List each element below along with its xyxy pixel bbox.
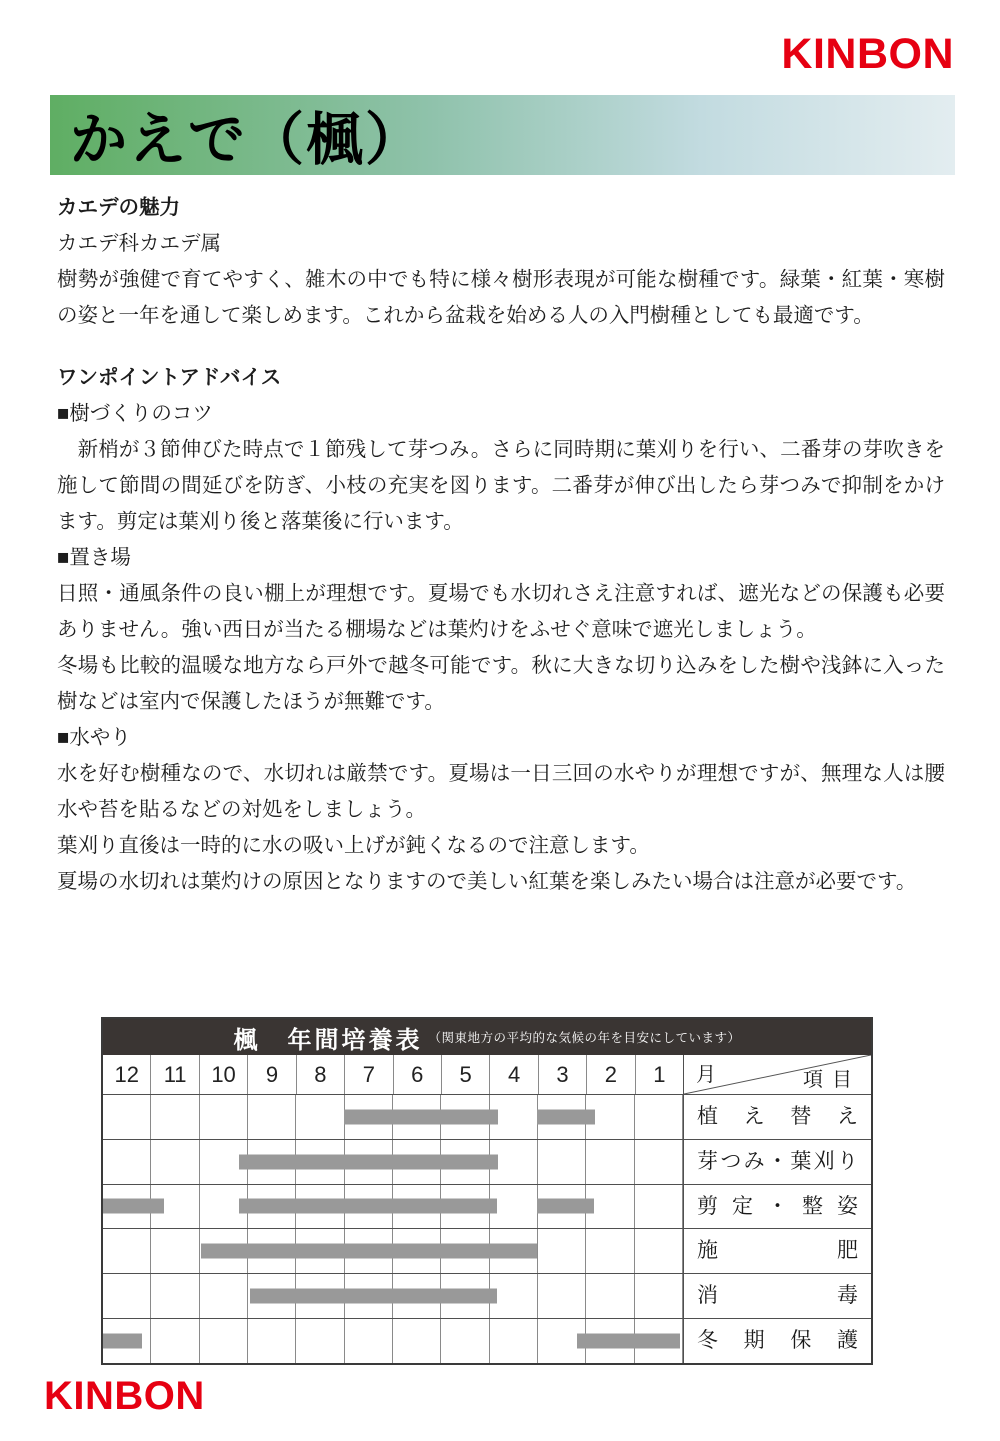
- body-content: [57, 190, 945, 900]
- corner-item-label: 項目: [803, 1069, 861, 1091]
- intro-subheading: カエデ科カエデ属: [57, 232, 221, 255]
- row-label: 施肥: [697, 1239, 858, 1263]
- advice-paragraph: 新梢が３節伸びた時点で１節残して芽つみ。さらに同時期に葉刈りを行い、二番芽の芽吹きを施して節間の間延びを防ぎ、小枝の充実を図ります。二番芽が伸び出したら芽つみで抑制をかけます。剪定は葉刈り後と落葉後に行います。: [57, 438, 945, 533]
- kinbon-logo-bottom: KINBON: [44, 1374, 205, 1418]
- month-cell: 8: [297, 1055, 345, 1094]
- grid-cell: [200, 1274, 248, 1318]
- grid-cell: [151, 1274, 199, 1318]
- advice-items: [57, 396, 945, 900]
- intro-heading: カエデの魅力: [57, 196, 180, 219]
- advice-subheading: ■水やり: [57, 726, 131, 749]
- calendar-row: [103, 1185, 871, 1230]
- row-month-grid: [103, 1319, 684, 1363]
- grid-cell: [151, 1095, 199, 1139]
- period-bar: [239, 1199, 497, 1214]
- title-banner: [50, 95, 955, 175]
- grid-cell: [635, 1229, 683, 1273]
- calendar-header-bar: [103, 1019, 871, 1055]
- period-bar: [577, 1333, 680, 1348]
- row-label: 芽つみ・葉刈り: [697, 1149, 858, 1173]
- advice-heading: ワンポイントアドバイス: [57, 366, 282, 389]
- period-bar: [103, 1333, 142, 1348]
- row-month-grid: [103, 1274, 684, 1318]
- period-bar: [239, 1154, 498, 1169]
- cultivation-calendar-table: [101, 1017, 873, 1365]
- grid-cell: [635, 1095, 683, 1139]
- grid-cell: [200, 1319, 248, 1363]
- grid-cell: [635, 1274, 683, 1318]
- kinbon-logo-top: KINBON: [781, 30, 954, 78]
- month-cell: 11: [151, 1055, 199, 1094]
- grid-cell: [538, 1140, 586, 1184]
- grid-cell: [296, 1319, 344, 1363]
- grid-cell: [200, 1095, 248, 1139]
- grid-cell: [490, 1319, 538, 1363]
- calendar-month-row: [103, 1055, 871, 1095]
- grid-cell: [586, 1274, 634, 1318]
- grid-cell: [103, 1095, 151, 1139]
- month-cell: 9: [248, 1055, 296, 1094]
- calendar-row: [103, 1319, 871, 1363]
- grid-cell: [393, 1319, 441, 1363]
- grid-cell: [586, 1140, 634, 1184]
- grid-cell: [538, 1229, 586, 1273]
- corner-month-label: 月: [696, 1064, 716, 1086]
- grid-cell: [103, 1140, 151, 1184]
- grid-cell: [635, 1140, 683, 1184]
- advice-subheading: ■置き場: [57, 546, 131, 569]
- grid-cell: [248, 1319, 296, 1363]
- page-title: かえで（楓）: [70, 109, 424, 172]
- month-cell: 10: [200, 1055, 248, 1094]
- grid-cell: [151, 1319, 199, 1363]
- calendar-row: [103, 1274, 871, 1319]
- grid-cell: [103, 1274, 151, 1318]
- period-bar: [537, 1199, 594, 1214]
- grid-cell: [296, 1095, 344, 1139]
- row-month-grid: [103, 1185, 684, 1229]
- grid-cell: [103, 1229, 151, 1273]
- intro-paragraph: 樹勢が強健で育てやすく、雑木の中でも特に様々樹形表現が可能な樹種です。緑葉・紅葉・寒樹の姿と一年を通して楽しめます。これから盆栽を始める人の入門樹種としても最適です。: [57, 268, 945, 327]
- period-bar: [250, 1289, 497, 1304]
- row-label: 消毒: [697, 1284, 858, 1308]
- calendar-row: [103, 1140, 871, 1185]
- period-bar: [103, 1199, 164, 1214]
- advice-paragraph: 日照・通風条件の良い棚上が理想です。夏場でも水切れさえ注意すれば、遮光などの保護も必要ありません。強い西日が当たる棚場などは葉灼けをふせぐ意味で遮光しましょう。: [57, 582, 945, 641]
- corner-cell: [684, 1055, 871, 1094]
- row-month-grid: [103, 1095, 684, 1139]
- month-cell: 7: [345, 1055, 393, 1094]
- month-cell: 4: [490, 1055, 538, 1094]
- row-label: 剪定・整姿: [697, 1194, 858, 1218]
- month-cell: 6: [394, 1055, 442, 1094]
- calendar-rows: [103, 1095, 871, 1363]
- calendar-row: [103, 1095, 871, 1140]
- advice-section: [57, 360, 945, 900]
- month-cell: 1: [653, 1061, 666, 1087]
- month-cells: [103, 1055, 684, 1094]
- grid-cell: [248, 1095, 296, 1139]
- row-month-grid: [103, 1229, 684, 1273]
- month-cell: 5: [442, 1055, 490, 1094]
- advice-paragraph: 水を好む樹種なので、水切れは厳禁です。夏場は一日三回の水やりが理想ですが、無理な人は腰水や苔を貼るなどの対処をしましょう。: [57, 762, 945, 821]
- grid-cell: [151, 1140, 199, 1184]
- calendar-title: 楓 年間培養表: [233, 1027, 423, 1054]
- grid-cell: [635, 1185, 683, 1229]
- month-cell: 2: [587, 1055, 635, 1094]
- grid-cell: [151, 1229, 199, 1273]
- advice-subheading: ■樹づくりのコツ: [57, 402, 213, 425]
- grid-cell: [441, 1319, 489, 1363]
- period-bar: [537, 1109, 595, 1124]
- grid-cell: [586, 1229, 634, 1273]
- row-label: 冬期保護: [697, 1328, 858, 1352]
- row-month-grid: [103, 1140, 684, 1184]
- month-cell: 3: [539, 1055, 587, 1094]
- period-bar: [201, 1244, 537, 1259]
- period-bar: [344, 1109, 499, 1124]
- advice-paragraph: 夏場の水切れは葉灼けの原因となりますので美しい紅葉を楽しみたい場合は注意が必要です。: [57, 870, 917, 893]
- calendar-subtitle: （関東地方の平均的な気候の年を目安にしています）: [428, 1031, 741, 1045]
- advice-paragraph: 冬場も比較的温暖な地方なら戸外で越冬可能です。秋に大きな切り込みをした樹や浅鉢に入った樹などは室内で保護したほうが無難です。: [57, 654, 945, 713]
- advice-paragraph: 葉刈り直後は一時的に水の吸い上げが鈍くなるので注意します。: [57, 834, 650, 857]
- calendar-row: [103, 1229, 871, 1274]
- grid-cell: [538, 1274, 586, 1318]
- month-cell: 12: [103, 1055, 151, 1094]
- row-label: 植え替え: [697, 1105, 858, 1128]
- grid-cell: [345, 1319, 393, 1363]
